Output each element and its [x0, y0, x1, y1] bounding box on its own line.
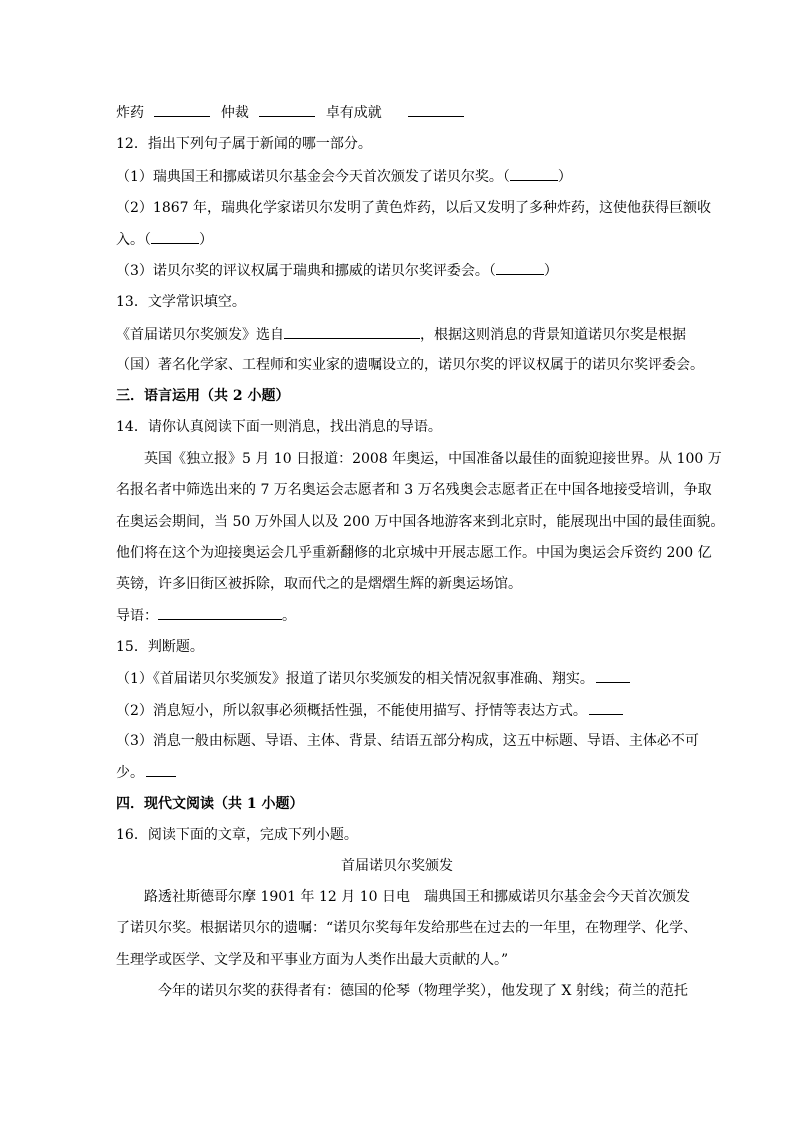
- article-title: 首届诺贝尔奖颁发: [341, 858, 453, 874]
- q12-item-2a: （2）1867 年，瑞典化学家诺贝尔发明了黄色炸药，以后又发明了多种炸药，这使他获得巨额收: [116, 200, 711, 216]
- article-para-2: 了诺贝尔奖。根据诺贝尔的遗嘱：“诺贝尔奖每年发给那些在过去的一年里，在物理学、化学、: [116, 920, 698, 936]
- article-para-3: 生理学或医学、文学及和平事业方面为人类作出最大贡献的人。”: [116, 952, 509, 968]
- q14-stem: 14．请你认真阅读下面一则消息，找出消息的导语。: [116, 419, 442, 435]
- q15-item-1: （1）《首届诺贝尔奖颁发》报道了诺贝尔奖颁发的相关情况叙事准确、翔实。: [116, 668, 630, 688]
- q12-item-2b: 入。（ ）: [116, 229, 213, 249]
- word-blank-line: [116, 102, 464, 122]
- q14-para-1: 英国《独立报》5 月 10 日报道：2008 年奥运，中国准备以最佳的面貌迎接世界。从 100 万: [144, 451, 722, 467]
- word-yao: 炸药: [116, 105, 144, 121]
- blank-3[interactable]: [408, 102, 464, 117]
- article-para-4: 今年的诺贝尔奖的获得者有：德国的伦琴（物理学奖），他发现了 X 射线；荷兰的范托: [158, 983, 688, 999]
- q15-blank-2[interactable]: [589, 700, 623, 715]
- q12-item-3: （3）诺贝尔奖的评议权属于瑞典和挪威的诺贝尔奖评委会。（ ）: [116, 260, 558, 280]
- q12-item-1: （1）瑞典国王和挪威诺贝尔基金会今天首次颁发了诺贝尔奖。（ ）: [116, 166, 572, 186]
- q15-blank-1[interactable]: [596, 668, 630, 683]
- q13-stem: 13．文学常识填空。: [116, 294, 246, 310]
- q14-para-3: 在奥运会期间，当 50 万外国人以及 200 万中国各地游客来到北京时，能展现出中国的最佳面貌。: [116, 514, 725, 530]
- q12-stem: 12．指出下列句子属于新闻的哪一部分。: [116, 136, 372, 152]
- q13-line-1: 《首届诺贝尔奖颁发》选自 ，根据这则消息的背景知道诺贝尔奖是根据: [116, 324, 686, 344]
- word-zhuoyou: 卓有成就: [325, 105, 382, 121]
- section-4-heading: 四．现代文阅读（共 1 小题）: [116, 796, 304, 812]
- q15-blank-3[interactable]: [146, 762, 176, 777]
- blank-1[interactable]: [154, 102, 210, 117]
- q16-stem: 16．阅读下面的文章，完成下列小题。: [116, 827, 358, 843]
- q14-para-4: 他们将在这个为迎接奥运会几乎重新翻修的北京城中开展志愿工作。中国为奥运会斥资约 200 亿: [116, 545, 712, 561]
- q12-blank-3[interactable]: [496, 260, 544, 275]
- article-para-1: 路透社斯德哥尔摩 1901 年 12 月 10 日电 瑞典国王和挪威诺贝尔基金会今天首次颁发: [144, 889, 690, 905]
- section-3-heading: 三．语言运用（共 2 小题）: [116, 388, 290, 404]
- q13-blank-1[interactable]: [284, 324, 420, 339]
- q14-para-2: 名报名者中筛选出来的 7 万名奥运会志愿者和 3 万名残奥会志愿者正在中国各地接受培训，争取: [116, 482, 712, 498]
- q15-item-3a: （3）消息一般由标题、导语、主体、背景、结语五部分构成，这五中标题、导语、主体必不可: [116, 733, 699, 749]
- q12-blank-1[interactable]: [510, 166, 558, 181]
- q14-lead-blank[interactable]: [158, 605, 282, 620]
- q12-blank-2[interactable]: [151, 229, 199, 244]
- q15-stem: 15．判断题。: [116, 639, 204, 655]
- q14-para-5: 英镑，许多旧街区被拆除，取而代之的是熠熠生辉的新奥运场馆。: [116, 576, 522, 592]
- q15-item-3b: 少。: [116, 762, 176, 782]
- word-zhongcai: 仲裁: [220, 105, 249, 121]
- blank-2[interactable]: [259, 102, 315, 117]
- q15-item-2: （2）消息短小，所以叙事必须概括性强，不能使用描写、抒情等表达方式。: [116, 700, 623, 720]
- q14-lead-line: 导语： 。: [116, 605, 296, 625]
- q13-line-2: （国）著名化学家、工程师和实业家的遗嘱设立的，诺贝尔奖的评议权属于的诺贝尔奖评委会。: [116, 357, 704, 373]
